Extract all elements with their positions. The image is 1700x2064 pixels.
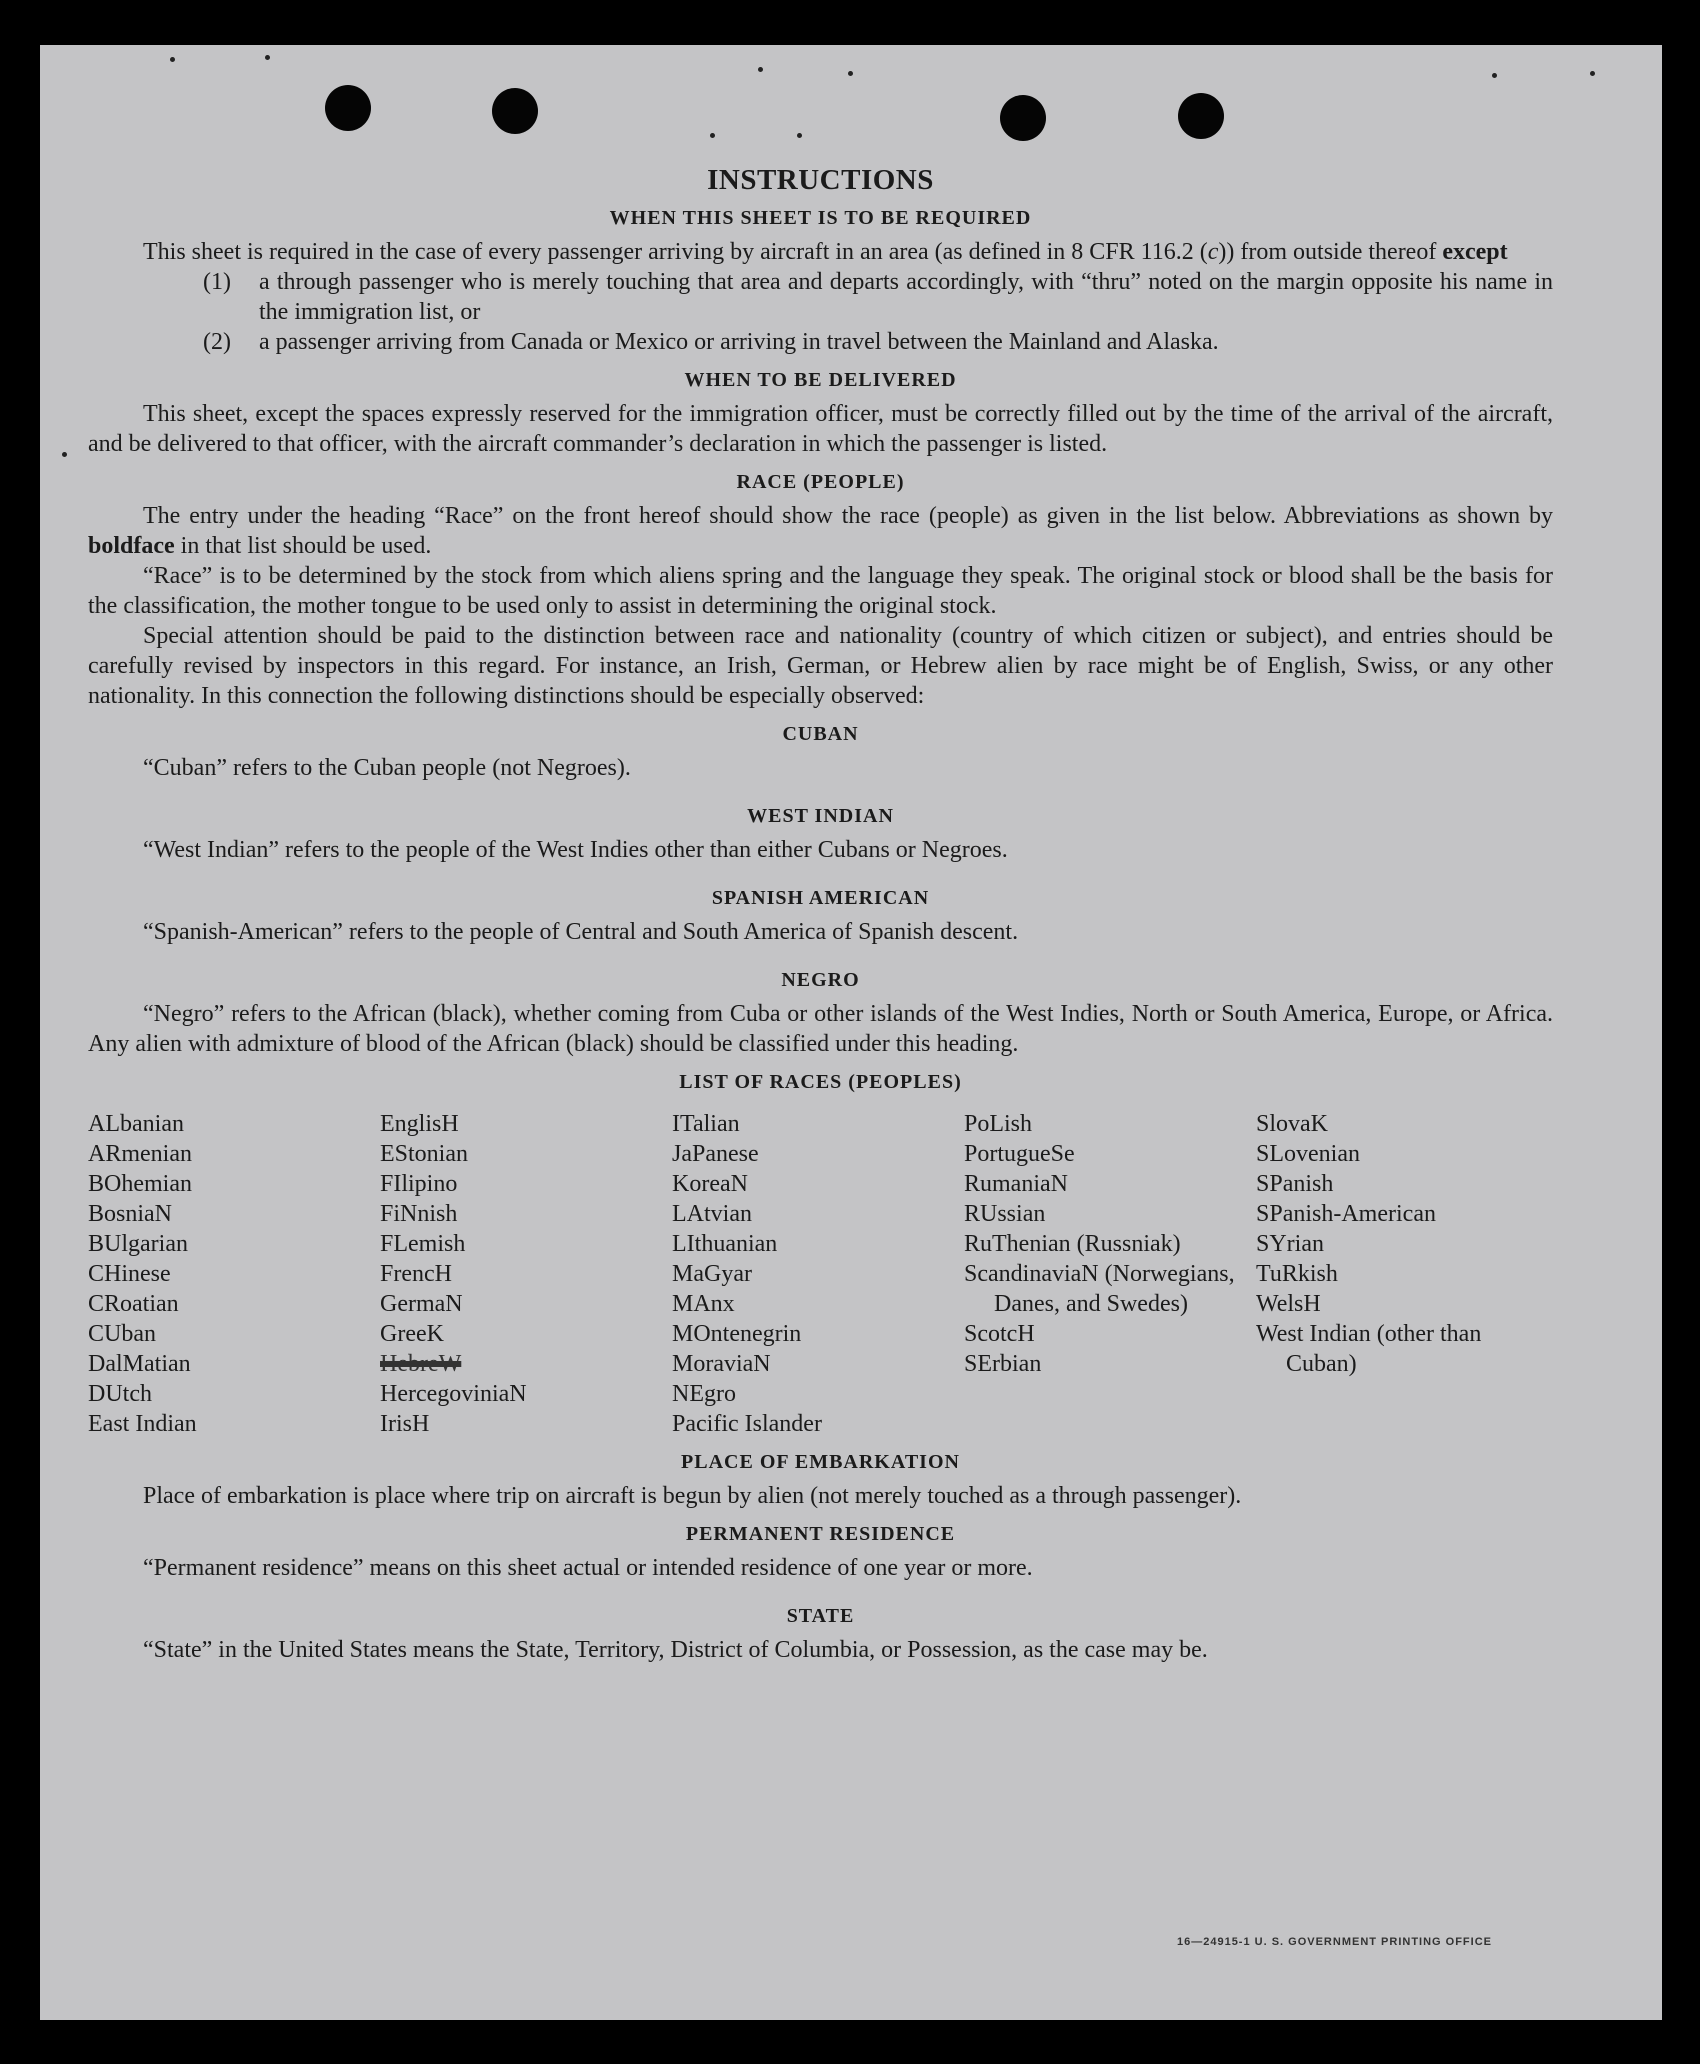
- race-entry: IrisH: [380, 1411, 430, 1437]
- cuban-text: “Cuban” refers to the Cuban people (not Negroes).: [143, 755, 631, 781]
- heading-required: WHEN THIS SHEET IS TO BE REQUIRED: [609, 207, 1032, 229]
- race-entry: SLovenian: [1256, 1141, 1360, 1167]
- race-entry: FLemish: [380, 1231, 466, 1257]
- race-entry: RuThenian (Russniak): [964, 1231, 1181, 1257]
- race-entry: Pacific Islander: [672, 1411, 822, 1437]
- race-entry: CUban: [88, 1321, 156, 1347]
- race-entry: BOhemian: [88, 1171, 192, 1197]
- heading-embarkation: PLACE OF EMBARKATION: [681, 1451, 960, 1473]
- race-entry: BUlgarian: [88, 1231, 188, 1257]
- race-entry: ScandinaviaN (Norwegians, Danes, and Swedes): [964, 1261, 1235, 1317]
- race-list: [88, 1109, 1553, 1439]
- race-entry: JaPanese: [672, 1141, 759, 1167]
- race-entry: RumaniaN: [964, 1171, 1068, 1197]
- speck: [797, 133, 802, 138]
- race-entry: ALbanian: [88, 1111, 184, 1137]
- delivered-text: This sheet, except the spaces expressly reserved for the immigration officer, must be correctly filled out by the time of the arrival of the aircraft, and be delivered to that officer, with the aircraft commander’s declaration in which the passenger is listed.: [88, 401, 1553, 457]
- heading-residence: PERMANENT RESIDENCE: [685, 1523, 956, 1545]
- race-column: [1256, 1109, 1548, 1439]
- race-entry: EStonian: [380, 1141, 468, 1167]
- heading-state: STATE: [786, 1605, 855, 1627]
- speck: [1492, 73, 1497, 78]
- speck: [170, 57, 175, 62]
- race-entry: MoraviaN: [672, 1351, 771, 1377]
- instructions-body: [88, 165, 1553, 1665]
- punch-hole: [1178, 93, 1224, 139]
- heading-delivered: WHEN TO BE DELIVERED: [684, 369, 957, 391]
- spanish-american-text: “Spanish-American” refers to the people of Central and South America of Spanish descent.: [143, 919, 1019, 945]
- race-entry: PoLish: [964, 1111, 1033, 1137]
- heading-race: RACE (PEOPLE): [736, 471, 905, 493]
- speck: [848, 71, 853, 76]
- race-entry: GreeK: [380, 1321, 444, 1347]
- race-entry: FrencH: [380, 1261, 452, 1287]
- page-title: INSTRUCTIONS: [707, 164, 934, 196]
- heading-negro: NEGRO: [781, 969, 860, 991]
- race-entry: FIlipino: [380, 1171, 458, 1197]
- speck: [265, 55, 270, 60]
- race-entry: PortugueSe: [964, 1141, 1075, 1167]
- race-entry: ARmenian: [88, 1141, 192, 1167]
- race-entry: SPanish-American: [1256, 1201, 1436, 1227]
- required-item-2: (2) a passenger arriving from Canada or Mexico or arriving in travel between the Mainland and Alaska.: [203, 329, 1219, 355]
- embarkation-text: Place of embarkation is place where trip on aircraft is begun by alien (not merely touched as a through passenger).: [143, 1483, 1242, 1509]
- required-item-1: (1) a through passenger who is merely touching that area and departs accordingly, with “thru” noted on the margin opposite his name in the immigration list, or: [203, 269, 1553, 325]
- race-entry: West Indian (other than Cuban): [1256, 1321, 1482, 1377]
- race-entry: MAnx: [672, 1291, 735, 1317]
- race-paragraph-2: “Race” is to be determined by the stock from which aliens spring and the language they speak. The original stock or blood shall be the basis for the classification, the mother tongue to be used only to assist in determining the original stock.: [88, 563, 1553, 619]
- state-text: “State” in the United States means the State, Territory, District of Columbia, or Possession, as the case may be.: [143, 1637, 1208, 1663]
- race-entry: RUssian: [964, 1201, 1046, 1227]
- punch-hole: [325, 85, 371, 131]
- speck: [710, 133, 715, 138]
- race-paragraph-3: Special attention should be paid to the distinction between race and nationality (country of which citizen or subject), and entries should be carefully revised by inspectors in this regard. For instance, an Irish, German, or Hebrew alien by race might be of English, Swiss, or any other nationality. In this connection the following distinctions should be especially observed:: [88, 623, 1553, 709]
- document-sheet: [40, 45, 1662, 2020]
- speck: [758, 67, 763, 72]
- speck: [62, 452, 67, 457]
- race-column: [672, 1109, 964, 1439]
- race-entry: DalMatian: [88, 1351, 191, 1377]
- race-entry: KoreaN: [672, 1171, 748, 1197]
- race-paragraph-1: The entry under the heading “Race” on the front hereof should show the race (people) as given in the list below. Abbreviations as shown by boldface in that list should be used.: [88, 503, 1553, 559]
- speck: [1590, 71, 1595, 76]
- race-column: [380, 1109, 672, 1439]
- west-indian-text: “West Indian” refers to the people of the West Indies other than either Cubans or Negroes.: [143, 837, 1008, 863]
- race-entry: GermaN: [380, 1291, 463, 1317]
- negro-text: “Negro” refers to the African (black), whether coming from Cuba or other islands of the West Indies, North or South America, Europe, or Africa. Any alien with admixture of blood of the African (black) should be classified under this heading.: [88, 1001, 1553, 1057]
- race-entry: SlovaK: [1256, 1111, 1328, 1137]
- printing-office-footer: 16—24915-1 U. S. GOVERNMENT PRINTING OFFICE: [1176, 1936, 1492, 1948]
- race-entry: ScotcH: [964, 1321, 1035, 1347]
- race-column: [964, 1109, 1256, 1439]
- race-entry: DUtch: [88, 1381, 152, 1407]
- race-entry: CHinese: [88, 1261, 171, 1287]
- race-entry: FiNnish: [380, 1201, 458, 1227]
- race-entry: CRoatian: [88, 1291, 179, 1317]
- race-entry: LIthuanian: [672, 1231, 778, 1257]
- race-entry: BosniaN: [88, 1201, 172, 1227]
- race-column: [88, 1109, 380, 1439]
- race-entry: LAtvian: [672, 1201, 752, 1227]
- race-entry: SPanish: [1256, 1171, 1334, 1197]
- race-entry: SYrian: [1256, 1231, 1324, 1257]
- race-entry: HebreW: [380, 1351, 462, 1377]
- race-entry: East Indian: [88, 1411, 197, 1437]
- heading-list-of-races: LIST OF RACES (PEOPLES): [679, 1071, 962, 1093]
- race-entry: NEgro: [672, 1381, 736, 1407]
- race-entry: EnglisH: [380, 1111, 459, 1137]
- heading-west-indian: WEST INDIAN: [747, 805, 894, 827]
- required-intro: This sheet is required in the case of every passenger arriving by aircraft in an area (as defined in 8 CFR 116.2 (c)) from outside thereof except: [143, 239, 1508, 265]
- heading-cuban: CUBAN: [782, 723, 859, 745]
- residence-text: “Permanent residence” means on this sheet actual or intended residence of one year or more.: [143, 1555, 1033, 1581]
- race-entry: MaGyar: [672, 1261, 752, 1287]
- race-entry: WelsH: [1256, 1291, 1321, 1317]
- race-entry: ITalian: [672, 1111, 740, 1137]
- race-entry: SErbian: [964, 1351, 1042, 1377]
- race-entry: HercegoviniaN: [380, 1381, 527, 1407]
- punch-hole: [1000, 95, 1046, 141]
- heading-spanish-american: SPANISH AMERICAN: [711, 887, 930, 909]
- punch-hole: [492, 88, 538, 134]
- race-entry: TuRkish: [1256, 1261, 1338, 1287]
- race-entry: MOntenegrin: [672, 1321, 802, 1347]
